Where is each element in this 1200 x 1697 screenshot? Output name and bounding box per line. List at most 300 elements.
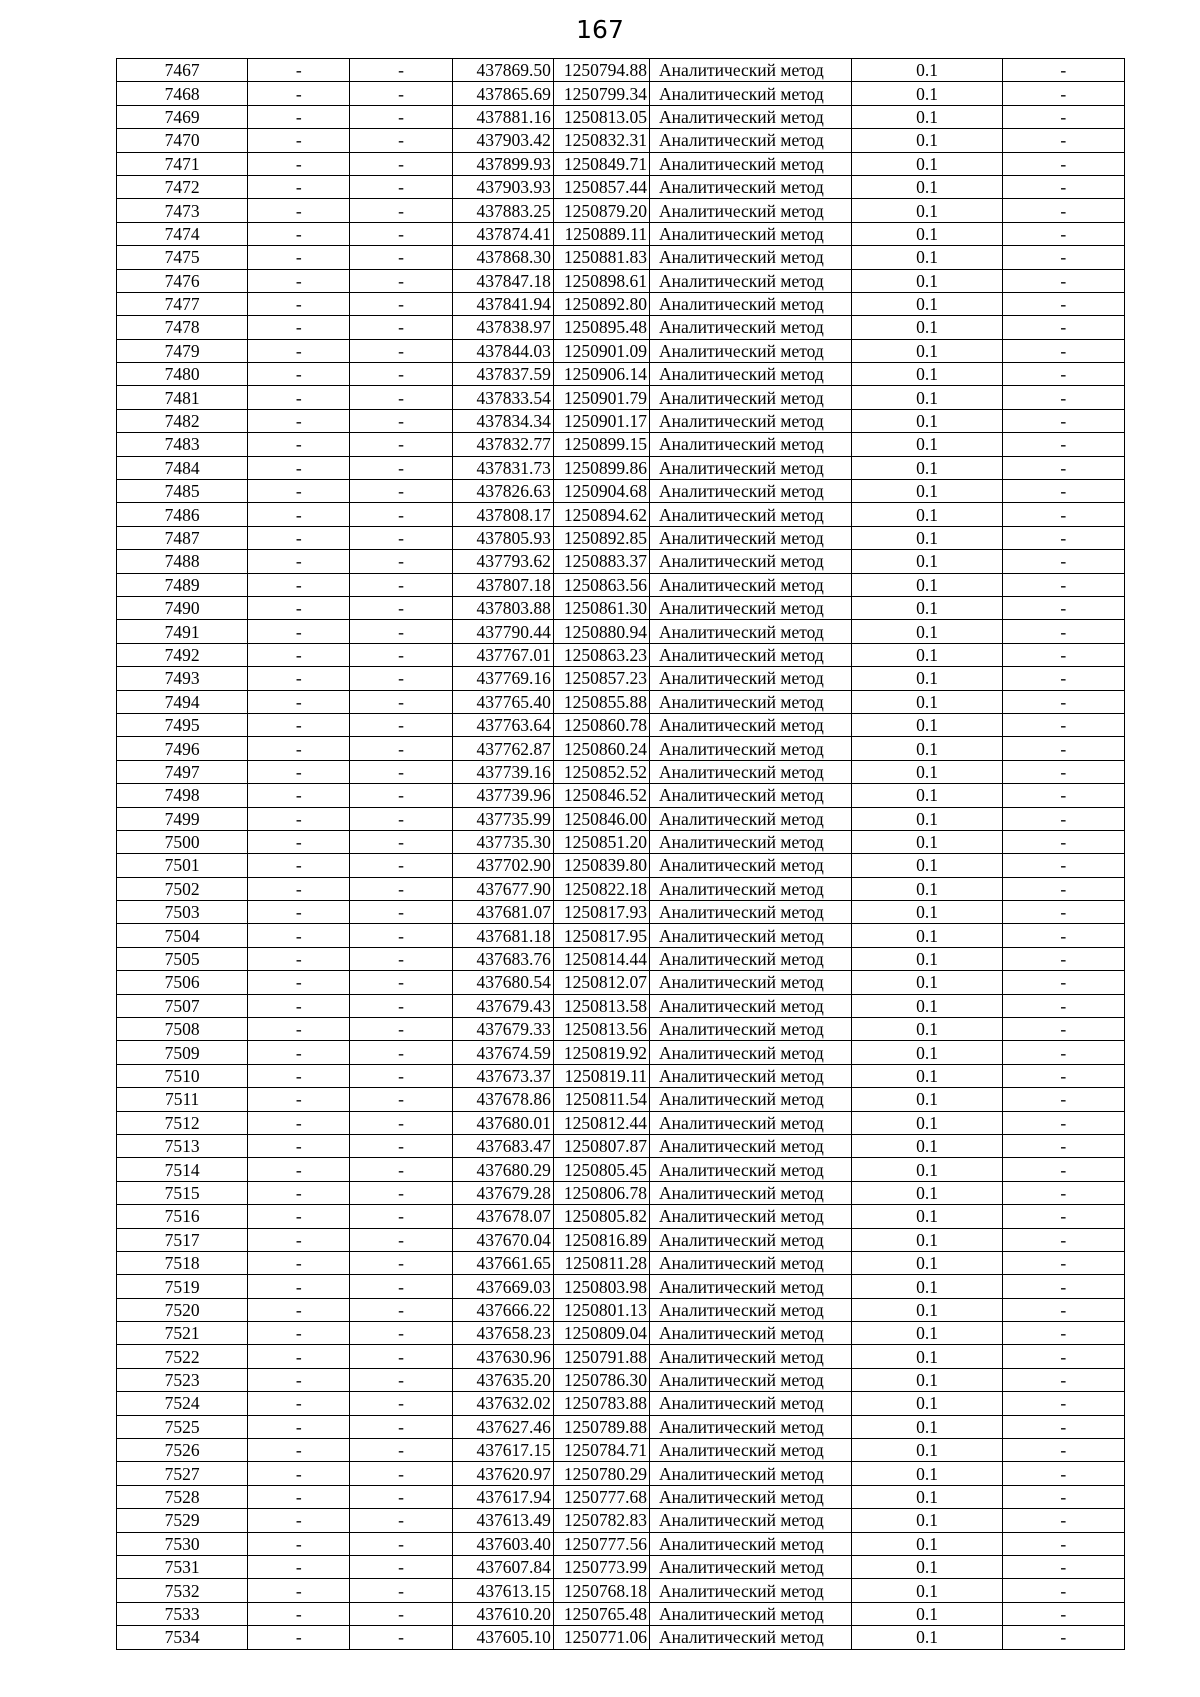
cell-old-y: -	[350, 1111, 452, 1134]
cell-method: Аналитический метод	[650, 737, 852, 760]
cell-coord-x: 437869.50	[452, 59, 553, 82]
cell-old-y: -	[350, 1415, 452, 1438]
cell-method: Аналитический метод	[650, 409, 852, 432]
cell-precision: 0.1	[852, 1392, 1002, 1415]
cell-method: Аналитический метод	[650, 1556, 852, 1579]
table-row	[117, 784, 1125, 807]
cell-method: Аналитический метод	[650, 1626, 852, 1649]
cell-point-number: 7497	[117, 760, 248, 783]
cell-description: -	[1002, 1322, 1124, 1345]
cell-old-y: -	[350, 269, 452, 292]
cell-description: -	[1002, 1602, 1124, 1625]
cell-description: -	[1002, 1181, 1124, 1204]
table-row	[117, 386, 1125, 409]
cell-old-x: -	[248, 339, 350, 362]
cell-point-number: 7489	[117, 573, 248, 596]
cell-old-x: -	[248, 620, 350, 643]
cell-old-y: -	[350, 550, 452, 573]
table-row	[117, 1041, 1125, 1064]
cell-description: -	[1002, 1064, 1124, 1087]
table-row	[117, 480, 1125, 503]
cell-coord-y: 1250899.86	[553, 456, 649, 479]
cell-coord-x: 437683.47	[452, 1134, 553, 1157]
cell-coord-x: 437681.18	[452, 924, 553, 947]
cell-coord-y: 1250846.00	[553, 807, 649, 830]
cell-old-x: -	[248, 1275, 350, 1298]
table-row	[117, 1626, 1125, 1649]
cell-description: -	[1002, 269, 1124, 292]
cell-old-x: -	[248, 1462, 350, 1485]
cell-description: -	[1002, 1088, 1124, 1111]
cell-old-y: -	[350, 737, 452, 760]
table-row	[117, 1439, 1125, 1462]
cell-coord-y: 1250846.52	[553, 784, 649, 807]
table-row	[117, 222, 1125, 245]
cell-old-y: -	[350, 1602, 452, 1625]
cell-point-number: 7507	[117, 994, 248, 1017]
table-row	[117, 1088, 1125, 1111]
cell-old-x: -	[248, 1439, 350, 1462]
cell-old-x: -	[248, 1485, 350, 1508]
cell-coord-x: 437632.02	[452, 1392, 553, 1415]
cell-precision: 0.1	[852, 82, 1002, 105]
cell-coord-y: 1250803.98	[553, 1275, 649, 1298]
cell-point-number: 7475	[117, 246, 248, 269]
cell-precision: 0.1	[852, 1439, 1002, 1462]
cell-method: Аналитический метод	[650, 480, 852, 503]
cell-point-number: 7524	[117, 1392, 248, 1415]
cell-coord-x: 437658.23	[452, 1322, 553, 1345]
cell-old-x: -	[248, 971, 350, 994]
cell-description: -	[1002, 1415, 1124, 1438]
cell-old-y: -	[350, 994, 452, 1017]
table-row	[117, 1556, 1125, 1579]
cell-old-x: -	[248, 1064, 350, 1087]
cell-point-number: 7514	[117, 1158, 248, 1181]
cell-method: Аналитический метод	[650, 1368, 852, 1391]
cell-description: -	[1002, 784, 1124, 807]
table-row	[117, 830, 1125, 853]
cell-description: -	[1002, 854, 1124, 877]
cell-coord-x: 437874.41	[452, 222, 553, 245]
cell-description: -	[1002, 1626, 1124, 1649]
cell-precision: 0.1	[852, 1626, 1002, 1649]
cell-point-number: 7527	[117, 1462, 248, 1485]
cell-description: -	[1002, 152, 1124, 175]
cell-coord-x: 437674.59	[452, 1041, 553, 1064]
cell-coord-x: 437630.96	[452, 1345, 553, 1368]
cell-description: -	[1002, 1532, 1124, 1555]
cell-description: -	[1002, 1158, 1124, 1181]
cell-coord-x: 437603.40	[452, 1532, 553, 1555]
cell-description: -	[1002, 175, 1124, 198]
cell-coord-x: 437841.94	[452, 292, 553, 315]
cell-old-y: -	[350, 1018, 452, 1041]
cell-coord-y: 1250786.30	[553, 1368, 649, 1391]
cell-point-number: 7493	[117, 667, 248, 690]
cell-coord-y: 1250901.09	[553, 339, 649, 362]
cell-coord-x: 437769.16	[452, 667, 553, 690]
cell-description: -	[1002, 667, 1124, 690]
cell-description: -	[1002, 82, 1124, 105]
cell-method: Аналитический метод	[650, 1392, 852, 1415]
cell-old-x: -	[248, 643, 350, 666]
cell-coord-x: 437834.34	[452, 409, 553, 432]
table-row	[117, 573, 1125, 596]
cell-precision: 0.1	[852, 573, 1002, 596]
cell-method: Аналитический метод	[650, 246, 852, 269]
cell-coord-y: 1250817.95	[553, 924, 649, 947]
cell-coord-y: 1250901.17	[553, 409, 649, 432]
cell-description: -	[1002, 1228, 1124, 1251]
cell-method: Аналитический метод	[650, 596, 852, 619]
cell-precision: 0.1	[852, 596, 1002, 619]
cell-old-y: -	[350, 620, 452, 643]
cell-method: Аналитический метод	[650, 152, 852, 175]
cell-precision: 0.1	[852, 269, 1002, 292]
cell-point-number: 7522	[117, 1345, 248, 1368]
cell-old-y: -	[350, 1181, 452, 1204]
cell-precision: 0.1	[852, 1018, 1002, 1041]
coordinates-table	[116, 58, 1125, 1650]
cell-old-x: -	[248, 1111, 350, 1134]
cell-description: -	[1002, 947, 1124, 970]
cell-coord-y: 1250819.92	[553, 1041, 649, 1064]
cell-precision: 0.1	[852, 1205, 1002, 1228]
cell-old-y: -	[350, 1579, 452, 1602]
cell-point-number: 7480	[117, 363, 248, 386]
table-row	[117, 269, 1125, 292]
cell-old-x: -	[248, 1368, 350, 1391]
cell-coord-x: 437790.44	[452, 620, 553, 643]
cell-coord-x: 437677.90	[452, 877, 553, 900]
cell-old-y: -	[350, 433, 452, 456]
cell-old-x: -	[248, 1158, 350, 1181]
table-row	[117, 737, 1125, 760]
cell-old-y: -	[350, 526, 452, 549]
table-row	[117, 526, 1125, 549]
cell-precision: 0.1	[852, 550, 1002, 573]
cell-method: Аналитический метод	[650, 82, 852, 105]
table-row	[117, 339, 1125, 362]
cell-point-number: 7501	[117, 854, 248, 877]
table-row	[117, 1298, 1125, 1321]
cell-coord-x: 437899.93	[452, 152, 553, 175]
cell-description: -	[1002, 713, 1124, 736]
cell-method: Аналитический метод	[650, 129, 852, 152]
cell-method: Аналитический метод	[650, 1111, 852, 1134]
cell-coord-y: 1250765.48	[553, 1602, 649, 1625]
table-row	[117, 971, 1125, 994]
cell-coord-x: 437837.59	[452, 363, 553, 386]
cell-precision: 0.1	[852, 105, 1002, 128]
cell-precision: 0.1	[852, 1228, 1002, 1251]
cell-description: -	[1002, 1345, 1124, 1368]
cell-method: Аналитический метод	[650, 1322, 852, 1345]
cell-method: Аналитический метод	[650, 503, 852, 526]
table-row	[117, 152, 1125, 175]
table-row	[117, 947, 1125, 970]
cell-precision: 0.1	[852, 947, 1002, 970]
cell-coord-x: 437679.28	[452, 1181, 553, 1204]
cell-description: -	[1002, 129, 1124, 152]
cell-old-x: -	[248, 807, 350, 830]
cell-coord-y: 1250817.93	[553, 901, 649, 924]
cell-old-y: -	[350, 1462, 452, 1485]
cell-precision: 0.1	[852, 620, 1002, 643]
cell-old-x: -	[248, 1345, 350, 1368]
cell-method: Аналитический метод	[650, 1415, 852, 1438]
cell-coord-x: 437762.87	[452, 737, 553, 760]
cell-coord-x: 437678.07	[452, 1205, 553, 1228]
cell-point-number: 7478	[117, 316, 248, 339]
cell-description: -	[1002, 690, 1124, 713]
cell-method: Аналитический метод	[650, 971, 852, 994]
cell-method: Аналитический метод	[650, 1439, 852, 1462]
cell-point-number: 7519	[117, 1275, 248, 1298]
cell-method: Аналитический метод	[650, 1275, 852, 1298]
cell-precision: 0.1	[852, 246, 1002, 269]
cell-old-y: -	[350, 1205, 452, 1228]
table-row	[117, 105, 1125, 128]
cell-point-number: 7470	[117, 129, 248, 152]
cell-precision: 0.1	[852, 713, 1002, 736]
cell-old-x: -	[248, 1041, 350, 1064]
cell-precision: 0.1	[852, 480, 1002, 503]
cell-method: Аналитический метод	[650, 1088, 852, 1111]
cell-old-y: -	[350, 1509, 452, 1532]
table-row	[117, 1345, 1125, 1368]
cell-point-number: 7469	[117, 105, 248, 128]
cell-old-x: -	[248, 82, 350, 105]
cell-old-x: -	[248, 994, 350, 1017]
cell-point-number: 7525	[117, 1415, 248, 1438]
cell-old-x: -	[248, 924, 350, 947]
cell-old-x: -	[248, 877, 350, 900]
cell-method: Аналитический метод	[650, 1251, 852, 1274]
table-row	[117, 175, 1125, 198]
cell-old-y: -	[350, 1228, 452, 1251]
cell-point-number: 7533	[117, 1602, 248, 1625]
cell-old-x: -	[248, 409, 350, 432]
cell-description: -	[1002, 409, 1124, 432]
cell-coord-x: 437613.15	[452, 1579, 553, 1602]
cell-point-number: 7487	[117, 526, 248, 549]
cell-old-x: -	[248, 129, 350, 152]
cell-coord-x: 437805.93	[452, 526, 553, 549]
cell-coord-x: 437666.22	[452, 1298, 553, 1321]
table-row	[117, 409, 1125, 432]
cell-method: Аналитический метод	[650, 386, 852, 409]
cell-old-x: -	[248, 1181, 350, 1204]
cell-point-number: 7477	[117, 292, 248, 315]
cell-old-y: -	[350, 129, 452, 152]
cell-precision: 0.1	[852, 503, 1002, 526]
cell-point-number: 7472	[117, 175, 248, 198]
cell-precision: 0.1	[852, 409, 1002, 432]
cell-point-number: 7471	[117, 152, 248, 175]
cell-precision: 0.1	[852, 1509, 1002, 1532]
cell-point-number: 7494	[117, 690, 248, 713]
cell-point-number: 7523	[117, 1368, 248, 1391]
cell-coord-y: 1250832.31	[553, 129, 649, 152]
cell-old-x: -	[248, 222, 350, 245]
cell-method: Аналитический метод	[650, 994, 852, 1017]
cell-precision: 0.1	[852, 924, 1002, 947]
cell-coord-y: 1250782.83	[553, 1509, 649, 1532]
cell-coord-x: 437831.73	[452, 456, 553, 479]
cell-old-x: -	[248, 386, 350, 409]
cell-old-y: -	[350, 199, 452, 222]
cell-old-x: -	[248, 1134, 350, 1157]
cell-method: Аналитический метод	[650, 1509, 852, 1532]
cell-coord-x: 437680.29	[452, 1158, 553, 1181]
cell-description: -	[1002, 737, 1124, 760]
cell-coord-x: 437803.88	[452, 596, 553, 619]
cell-old-y: -	[350, 1275, 452, 1298]
table-row	[117, 1322, 1125, 1345]
cell-point-number: 7518	[117, 1251, 248, 1274]
cell-precision: 0.1	[852, 854, 1002, 877]
cell-description: -	[1002, 199, 1124, 222]
cell-method: Аналитический метод	[650, 760, 852, 783]
cell-method: Аналитический метод	[650, 947, 852, 970]
cell-coord-x: 437807.18	[452, 573, 553, 596]
cell-old-y: -	[350, 409, 452, 432]
cell-precision: 0.1	[852, 1275, 1002, 1298]
cell-point-number: 7484	[117, 456, 248, 479]
cell-coord-x: 437739.96	[452, 784, 553, 807]
cell-old-x: -	[248, 363, 350, 386]
cell-old-x: -	[248, 784, 350, 807]
cell-old-y: -	[350, 363, 452, 386]
cell-coord-x: 437702.90	[452, 854, 553, 877]
cell-method: Аналитический метод	[650, 573, 852, 596]
cell-coord-x: 437826.63	[452, 480, 553, 503]
cell-old-x: -	[248, 830, 350, 853]
cell-old-x: -	[248, 503, 350, 526]
cell-point-number: 7499	[117, 807, 248, 830]
cell-point-number: 7496	[117, 737, 248, 760]
cell-old-y: -	[350, 1368, 452, 1391]
cell-old-x: -	[248, 1251, 350, 1274]
cell-old-x: -	[248, 1532, 350, 1555]
cell-point-number: 7492	[117, 643, 248, 666]
cell-coord-x: 437680.01	[452, 1111, 553, 1134]
cell-old-y: -	[350, 760, 452, 783]
cell-coord-x: 437620.97	[452, 1462, 553, 1485]
cell-old-y: -	[350, 1158, 452, 1181]
cell-coord-y: 1250784.71	[553, 1439, 649, 1462]
cell-precision: 0.1	[852, 1134, 1002, 1157]
table-row	[117, 246, 1125, 269]
cell-description: -	[1002, 456, 1124, 479]
cell-old-y: -	[350, 456, 452, 479]
cell-description: -	[1002, 924, 1124, 947]
cell-old-y: -	[350, 1088, 452, 1111]
table-row	[117, 1275, 1125, 1298]
cell-old-x: -	[248, 480, 350, 503]
cell-point-number: 7506	[117, 971, 248, 994]
cell-description: -	[1002, 1018, 1124, 1041]
table-row	[117, 690, 1125, 713]
cell-precision: 0.1	[852, 1158, 1002, 1181]
cell-description: -	[1002, 246, 1124, 269]
cell-coord-y: 1250860.24	[553, 737, 649, 760]
table-row	[117, 643, 1125, 666]
cell-old-y: -	[350, 386, 452, 409]
cell-description: -	[1002, 1439, 1124, 1462]
cell-description: -	[1002, 1579, 1124, 1602]
cell-coord-y: 1250813.56	[553, 1018, 649, 1041]
cell-method: Аналитический метод	[650, 292, 852, 315]
cell-point-number: 7516	[117, 1205, 248, 1228]
cell-old-x: -	[248, 1626, 350, 1649]
cell-coord-y: 1250895.48	[553, 316, 649, 339]
table-row	[117, 59, 1125, 82]
cell-coord-y: 1250880.94	[553, 620, 649, 643]
cell-old-y: -	[350, 503, 452, 526]
cell-method: Аналитический метод	[650, 199, 852, 222]
cell-description: -	[1002, 550, 1124, 573]
cell-old-x: -	[248, 199, 350, 222]
cell-precision: 0.1	[852, 1251, 1002, 1274]
cell-point-number: 7530	[117, 1532, 248, 1555]
table-row	[117, 760, 1125, 783]
cell-coord-y: 1250863.56	[553, 573, 649, 596]
cell-point-number: 7513	[117, 1134, 248, 1157]
table-row	[117, 503, 1125, 526]
cell-old-y: -	[350, 1392, 452, 1415]
cell-point-number: 7479	[117, 339, 248, 362]
cell-point-number: 7517	[117, 1228, 248, 1251]
cell-precision: 0.1	[852, 292, 1002, 315]
cell-method: Аналитический метод	[650, 1158, 852, 1181]
cell-description: -	[1002, 480, 1124, 503]
cell-old-x: -	[248, 105, 350, 128]
cell-old-y: -	[350, 807, 452, 830]
cell-coord-y: 1250899.15	[553, 433, 649, 456]
cell-coord-x: 437767.01	[452, 643, 553, 666]
cell-coord-y: 1250807.87	[553, 1134, 649, 1157]
cell-method: Аналитический метод	[650, 433, 852, 456]
cell-precision: 0.1	[852, 877, 1002, 900]
cell-old-y: -	[350, 1322, 452, 1345]
cell-coord-y: 1250771.06	[553, 1626, 649, 1649]
cell-coord-x: 437865.69	[452, 82, 553, 105]
cell-coord-y: 1250814.44	[553, 947, 649, 970]
cell-old-x: -	[248, 713, 350, 736]
cell-old-y: -	[350, 596, 452, 619]
cell-coord-x: 437605.10	[452, 1626, 553, 1649]
cell-precision: 0.1	[852, 1345, 1002, 1368]
cell-method: Аналитический метод	[650, 1345, 852, 1368]
cell-precision: 0.1	[852, 1602, 1002, 1625]
cell-coord-x: 437735.30	[452, 830, 553, 853]
cell-coord-y: 1250851.20	[553, 830, 649, 853]
cell-coord-y: 1250852.52	[553, 760, 649, 783]
cell-description: -	[1002, 877, 1124, 900]
cell-old-x: -	[248, 667, 350, 690]
cell-coord-x: 437627.46	[452, 1415, 553, 1438]
cell-old-y: -	[350, 901, 452, 924]
cell-precision: 0.1	[852, 386, 1002, 409]
cell-coord-x: 437903.93	[452, 175, 553, 198]
cell-precision: 0.1	[852, 643, 1002, 666]
table-row	[117, 550, 1125, 573]
cell-description: -	[1002, 1485, 1124, 1508]
cell-precision: 0.1	[852, 1064, 1002, 1087]
